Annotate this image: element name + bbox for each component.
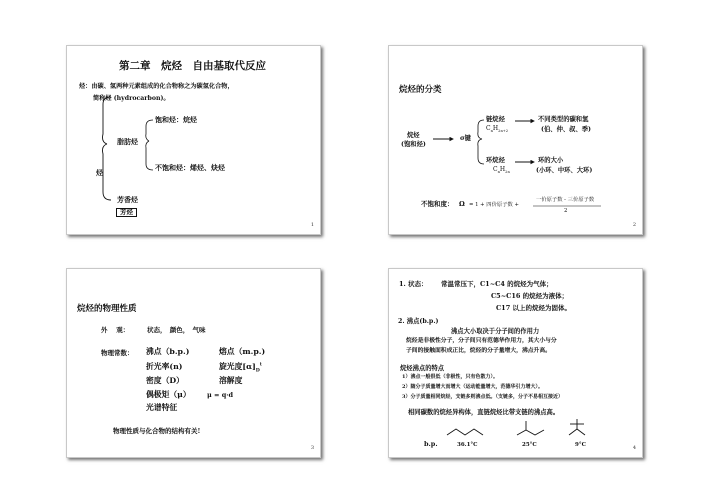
definition-line-1: 烃：由碳、氢两种元素组成的化合物称之为碳氢化合物， (79, 83, 234, 90)
bp-n-pentane: 36.1°C (457, 442, 478, 448)
bp-neopentane: 9°C (575, 442, 586, 448)
state-line-2: C5~C16 的烷烃为液体； (491, 292, 569, 300)
bp-intro: 沸点大小取决于分子间的作用力 (451, 328, 540, 335)
unsaturation-equation: = 1 + 四价原子数 + (469, 202, 519, 208)
constants-label: 物理常数： (101, 349, 134, 357)
constant-melting-point: 熔点（m.p.) (219, 347, 266, 356)
appearance-label: 外 观： (101, 326, 130, 334)
arene-box: 芳烃 (116, 208, 137, 217)
alkane-label: 烷烃 (407, 132, 420, 139)
slide-1 (66, 45, 321, 235)
chapter-title: 第二章 烷烃 自由基取代反应 (119, 60, 266, 72)
isomer-structures (389, 269, 644, 459)
isomer-note: 相同碳数的烷烃异构体，直链烷烃比带支链的沸点高。 (408, 409, 560, 416)
page-number: 4 (632, 445, 636, 451)
chain-formula: $C_nH_{2n+2}$ (486, 125, 509, 134)
constant-spectra: 光谱特征 (146, 403, 178, 412)
cyclo-note-2: (小环、中环、大环) (536, 167, 593, 174)
page-number: 3 (310, 445, 314, 451)
bp-label: b.p. (424, 440, 438, 448)
omega-symbol: Ω (459, 200, 465, 208)
bp-explanation-2: 子间的接触面积成正比，烷烃的分子量增大，沸点升高。 (406, 348, 551, 354)
constant-solubility: 溶解度 (219, 376, 243, 385)
sigma-bond: σ键 (460, 135, 471, 142)
bp-feature-2: 2）随分子质量增大而增大（运动能量增大，范德华引力增大）。 (402, 384, 543, 390)
page-number: 2 (632, 222, 636, 228)
boiling-point-heading: 2. 沸点(b.p.) (398, 318, 439, 325)
fraction-numerator: 一价原子数 - 三价原子数 (536, 197, 595, 203)
slide-title: 烷烃的分类 (399, 85, 442, 95)
appearance-value: 状态， 颜色， 气味 (147, 326, 206, 334)
state-label: 1. 状态： (399, 280, 428, 288)
chain-alkane: 链烷烃 (486, 116, 505, 123)
chain-note-1: 不同类型的碳和氢 (538, 116, 589, 123)
aromatic-hydrocarbon: 芳香烃 (117, 195, 138, 204)
page-number: 1 (310, 222, 314, 228)
unsaturation-label: 不饱和度： (421, 200, 454, 208)
slide-title: 烷烃的物理性质 (77, 304, 137, 314)
chain-note-2: (伯、仲、叔、季) (541, 126, 592, 133)
dipole-formula: μ = q·d (207, 391, 234, 399)
structure-note: 物理性质与化合物的结构有关! (113, 427, 201, 435)
state-line-3: C17 以上的烷烃为固体。 (496, 304, 571, 312)
aliphatic-hydrocarbon: 脂肪烃 (117, 137, 138, 146)
saturated-label: (饱和烃) (401, 141, 426, 148)
bp-explanation-1: 烷烃是非极性分子，分子间只有范德华作用力，其大小与分 (406, 338, 557, 344)
slide-2 (388, 45, 643, 235)
slide-3 (66, 268, 321, 458)
fraction-denominator: 2 (564, 208, 568, 214)
cyclo-formula: $C_nH_{2n}$ (493, 166, 510, 175)
constant-optical-rotation: 旋光度$[\alpha]_D^t$ (219, 362, 262, 374)
bp-feature-1: 1）沸点一般很低（非极性，只有色散力）。 (402, 374, 498, 380)
constant-refractive-index: 折光率(n) (146, 362, 183, 371)
bp-features-heading: 烷烃沸点的特点 (400, 365, 445, 372)
cycloalkane: 环烷烃 (486, 157, 505, 164)
constant-density: 密度（D） (146, 376, 184, 385)
definition-line-2: 简称烃 (hydrocarbon)。 (93, 95, 170, 102)
bp-feature-3: 3）分子质量相同烷烃，支链多则沸点低。（支链多，分子不易相互接近） (402, 394, 563, 400)
root-hydrocarbon: 烃 (96, 168, 103, 177)
saturated-hydrocarbon: 饱和烃：烷烃 (155, 115, 197, 124)
slide-4 (388, 268, 643, 458)
classification-brackets (67, 46, 322, 236)
constant-boiling-point: 沸点（b.p.) (146, 347, 190, 356)
unsaturated-hydrocarbon: 不饱和烃：烯烃、炔烃 (155, 163, 225, 172)
constant-dipole-moment: 偶极矩（μ） (146, 390, 191, 399)
state-line-1: 常温常压下，C1~C4 的烷烃为气体； (441, 280, 553, 288)
bp-isopentane: 25°C (522, 442, 537, 448)
cyclo-note-1: 环的大小 (538, 157, 564, 164)
